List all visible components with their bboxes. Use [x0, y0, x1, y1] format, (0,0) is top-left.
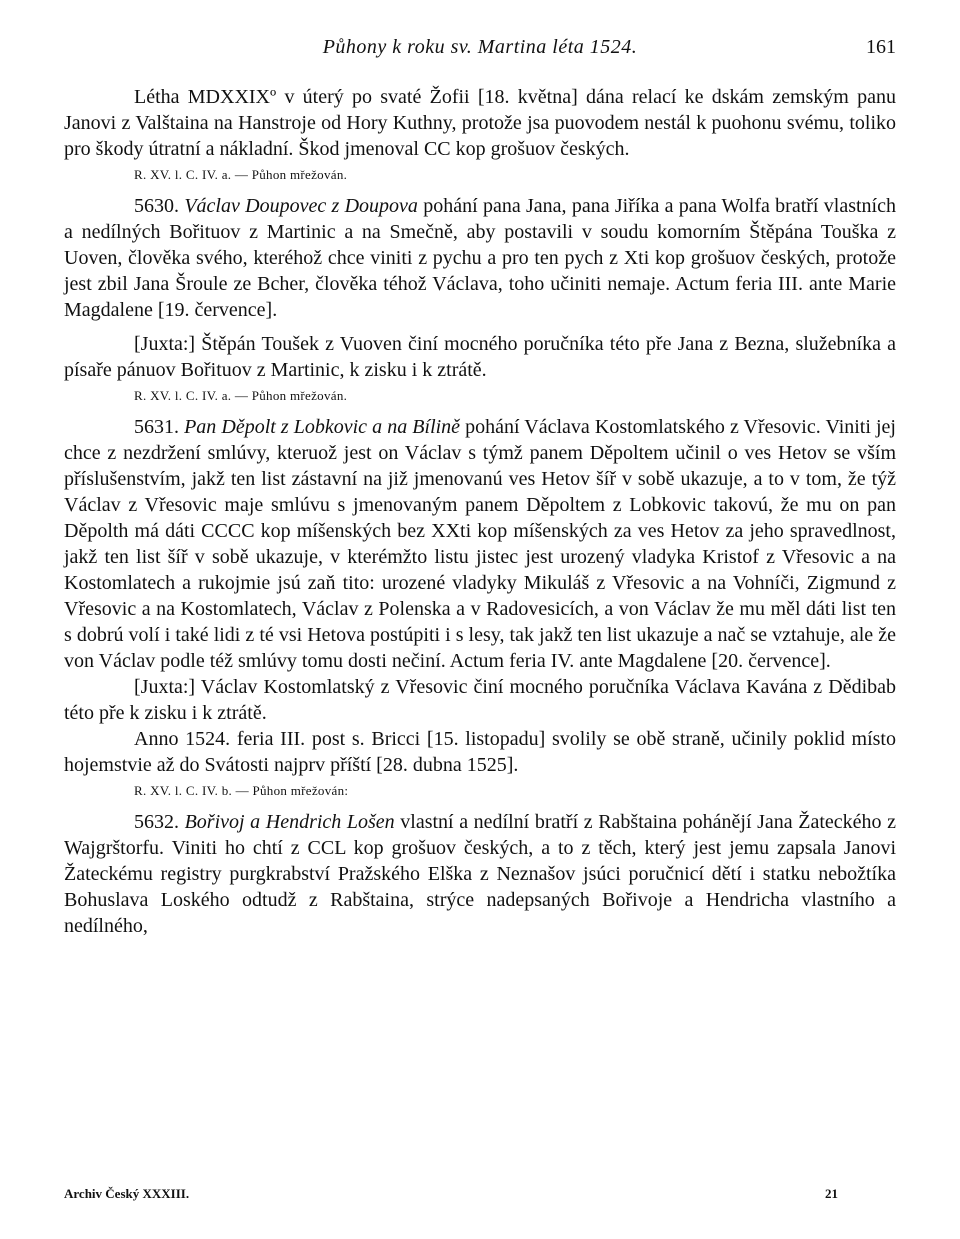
entry-number: 5630.	[134, 195, 179, 217]
page	[64, 36, 896, 939]
entry-number: 5632.	[134, 811, 179, 833]
archival-note: R. XV. l. C. IV. b. — Půhon mřežován:	[134, 783, 349, 798]
archival-note: R. XV. l. C. IV. a. — Půhon mřežován.	[134, 167, 348, 182]
entry-party: Pan Děpolt z Lobkovic a na Bílině	[184, 416, 461, 438]
archival-note: R. XV. l. C. IV. a. — Půhon mřežován.	[134, 388, 348, 403]
entry-text: pohání Václava Kostomlatského z Vřesovic. Viniti jej chce z nezdržení smlúvy, kteruož jest on Václav s týmž panem Děpoltem učinil o ves Hetov se vším příslušenstvím, jakž ten list zástavní na již jmenovanú ves Hetov šíř v sobě ukazuje, a to v tom, že týž Václav z Vřesovic maje smlúvu s jmenovaným panem Děpoltem z Lobkovic takovú, že mu on pan Děpolth má dáti CCCC kop míšenských bez XXti kop míšenských za ves Hetov za jeho spravedlnost, jakž ten list šíř v sobě ukazuje, v kterémžto listu jistec jest urozený vladyka Kristof z Vřesovic a na Kostomlatech a rukojmie jsú zaň tito: urozené vladyky Mikuláš z Vřesovic a na Vohníči, Zigmund z Vřesovic a na Kostomlatech, Václav z Polenska a v Radovesicích, a von Václav že mu měl dáti list ten s dobrú volí i také lidi z té vsi Hetova postúpiti i s lesy, tak jakž ten list ukazuje a nač se vztahuje, ale že von Václav podle též smlúvy tomu dosti nečiní. Actum feria IV. ante Magdalene [20. července].	[64, 416, 896, 672]
entry-paragraph	[64, 414, 896, 674]
text-paragraph: [Juxta:] Václav Kostomlatský z Vřesovic činí mocného poručníka Václava Kavána z Dědibab této pře k zisku i k ztrátě.	[64, 676, 896, 724]
text-paragraph: [Juxta:] Štěpán Toušek z Vuoven činí mocného poručníka této pře Jana z Bezna, služebníka a písaře pánuov Bořituov z Martinic, k zisku i k ztrátě.	[64, 333, 896, 381]
page-number: 161	[866, 36, 896, 58]
entry-number: 5631.	[134, 416, 179, 438]
sheet-number: 21	[825, 1186, 838, 1201]
document-body	[64, 84, 896, 939]
running-title: Půhony k roku sv. Martina léta 1524.	[322, 36, 638, 58]
entry-text: vlastní a nedílní bratří z Rabštaina pohánějí Jana Žateckého z Wajgrštorfu. Viniti ho chtí z CCL kop grošuov českých, a to z těch, který jest jemu zapsala Janovi Žateckému registry purgkrabství Pražského Elška z Neznašov jsúci poručnicí dětí i statku nebožtíka Bohuslava Loského odtudž z Rabštaina, strýce nadepsaných Bořivoje a Hendricha vlastního a nedílného,	[64, 811, 896, 937]
entry-party: Václav Doupovec z Doupova	[184, 195, 418, 217]
entry-paragraph	[64, 193, 896, 323]
entry-party: Bořivoj a Hendrich Lošen	[184, 811, 395, 833]
entry-paragraph	[64, 809, 896, 939]
running-header	[64, 36, 896, 66]
signature-mark: Archiv Český XXXIII.	[64, 1186, 190, 1201]
entry-text: pohání pana Jana, pana Jiříka a pana Wolfa bratří vlastních a nedílných Bořituov z Martinic a na Smečně, aby postavili v soudu komorním Štěpána Touška z Uoven, člověka svého, kteréhož chce viniti z pychu a pro ten pych z Xti kop grošuov českých, protože jest zbil Jana Šroule ze Bcher, člověka téhož Václava, toho učiniti nemaje. Actum feria III. ante Marie Magdalene [19. července].	[64, 195, 896, 321]
text-paragraph: Anno 1524. feria III. post s. Bricci [15. listopadu] svolily se obě straně, učinily poklid místo hojemstvie až do Svátosti najprv příští [28. dubna 1525].	[64, 728, 896, 776]
text-paragraph: Létha MDXXIXº v úterý po svaté Žofii [18. května] dána relací ke dskám zemským panu Janovi z Valštaina na Hanstroje od Hory Kuthny, protože jsa puovodem nestál k puohonu svému, toliko pro škody útratní a nákladní. Škod jmenoval CC kop grošuov českých.	[64, 86, 896, 160]
